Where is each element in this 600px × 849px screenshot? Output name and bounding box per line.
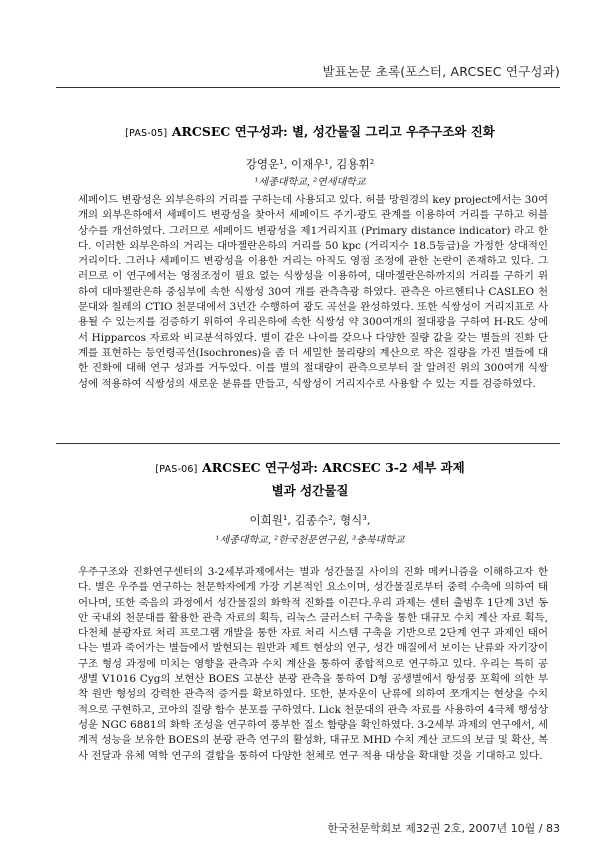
abstract-2-title-line1: ARCSEC 연구성과: ARCSEC 3-2 세부 과제 <box>202 460 465 475</box>
page-footer: 한국천문학회보 제32권 2호, 2007년 10월 / 83 <box>327 822 560 835</box>
abstract-2-body: 우주구조와 진화연구센터의 3-2세부과제에서는 별과 성간물질 사이의 진화 메커니즘을 이해하고자 한다. 별은 우주를 연구하는 천문학자에게 가장 기본적인 요소이며, 성간물질로부터 중력 수축에 의하여 태어나며, 또한 죽음의 과정에서 성간물질의 화학적 진화를 이끈다.우리 과제는 센터 출범후 1단계 3년 동안 국내외 천문대를 활용한 관측 자료의 획득, 리눅스 클러스터 구축을 통한 대규모 수치 계산 자료 획득, 다천체 분광자료 처리 프로그램 개발을 통한 자료 처리 시스템 구축을 기반으로 2단계 연구 과제인 태어나는 별과 죽어가는 별들에서 발현되는 원반과 제트 현상의 연구, 성간 매질에서 보이는 난류와 자기장이 구조 형성 과정에 미치는 영향을 관측과 수치 계산을 통하여 종합적으로 연구하고 있다. 우리는 특히 공생별 V1016 Cyg의 보현산 BOES 고분산 분광 관측을 통하여 D형 공생별에서 항성풍 포획에 의한 부착 원반 형성의 강력한 관측적 증거를 확보하였다. 또한, 분자운이 난류에 의하여 쪼개지는 현상을 수치적으로 구현하고, 코아의 질량 함수 분포를 구하였다. Lick 천문대의 관측 자료를 사용하여 4극체 행성상성운 NGC 6881의 화학 조성을 연구하여 풍부한 질소 함량을 확인하였다. 3-2세부 과제의 연구에서, 세계적 성능을 보유한 BOES의 분광 관측 연구의 활성화, 대규모 MHD 수치 계산 코드의 보급 및 확산, 복사 전달과 유체 역학 연구의 결합을 통하여 다양한 천체로 연구 적용 대상을 확대할 것을 기대하고 있다. <box>78 566 548 762</box>
abstract-2-title-line2: 별과 성간물질 <box>271 483 349 498</box>
abstract-1-code: [PAS-05] <box>125 128 168 139</box>
section-header: 발표논문 초록(포스터, ARCSEC 연구성과) <box>322 64 560 79</box>
abstract-1-authors: 강영운¹, 이재우¹, 김용휘² <box>245 157 375 171</box>
header-divider <box>56 87 560 88</box>
abstract-2-affiliations: ¹세종대학교, ²한국천문연구원, ³충북대학교 <box>215 535 405 546</box>
abstract-2-authors: 이희원¹, 김종수², 형식³, <box>249 513 371 527</box>
abstract-1-title-text: ARCSEC 연구성과: 별, 성간물질 그리고 우주구조와 진화 <box>171 124 495 139</box>
abstract-divider <box>56 443 560 444</box>
abstract-2-code: [PAS-06] <box>155 464 198 475</box>
abstract-1-title <box>60 121 560 144</box>
abstract-1-body: 세페이드 변광성은 외부은하의 거리를 구하는데 사용되고 있다. 허블 망원경의 key project에서는 30여개의 외부은하에서 세페이드 변광성을 찾아서 세페이드 주기-광도 관계를 이용하여 거리를 구하고 허블 상수를 개선하였다. 그러므로 세페이드 변광성을 제1거리지표 (Primary distance indicator) 라고 한다. 이러한 외부은하의 거리는 대마젤란은하의 거리를 50 kpc (거리지수 18.5등급)을 가정한 상대적인 거리이다. 그러나 세페이드 변광성을 이용한 거리는 아직도 영점 조정에 관한 논란이 존재하고 있다. 그러므로 이 연구에서는 영점조정이 필요 없는 식쌍성을 이용하여, 대마젤란은하까지의 거리를 구하기 위하여 대마젤란은하 중심부에 속한 식쌍성 30여 개를 관측측광 하였다. 관측은 아르헨티나 CASLEO 천문대와 칠레의 CTIO 천문대에서 3년간 수행하여 광도 곡선을 완성하였다. 또한 식쌍성이 거리지표로 사용될 수 있는지를 검증하기 위하여 우리은하에 속한 식쌍성 약 300여개의 절대광을 구하여 H-R도 상에서 Hipparcos 자료와 비교분석하였다. 별이 같은 나이를 갖으나 다양한 질량 값을 갖는 별들의 진화 단계를 표현하는 등연령곡선(Isochrones)을 좀 더 세밀한 물리량의 계산으로 작은 질량을 가진 별들에 대한 진화에 대해 연구 성과를 거두었다. 이를 별의 절대량이 관측으로부터 잘 알려진 위의 300여개 식쌍성에 적용하여 식쌍성의 새로운 분류를 만들고, 식쌍성이 거리지수로 사용할 수 있는 지를 검증하였다. <box>78 194 548 390</box>
abstract-2-title <box>60 457 560 501</box>
abstract-1-affiliations: ¹세종대학교, ²연세대학교 <box>254 177 366 188</box>
